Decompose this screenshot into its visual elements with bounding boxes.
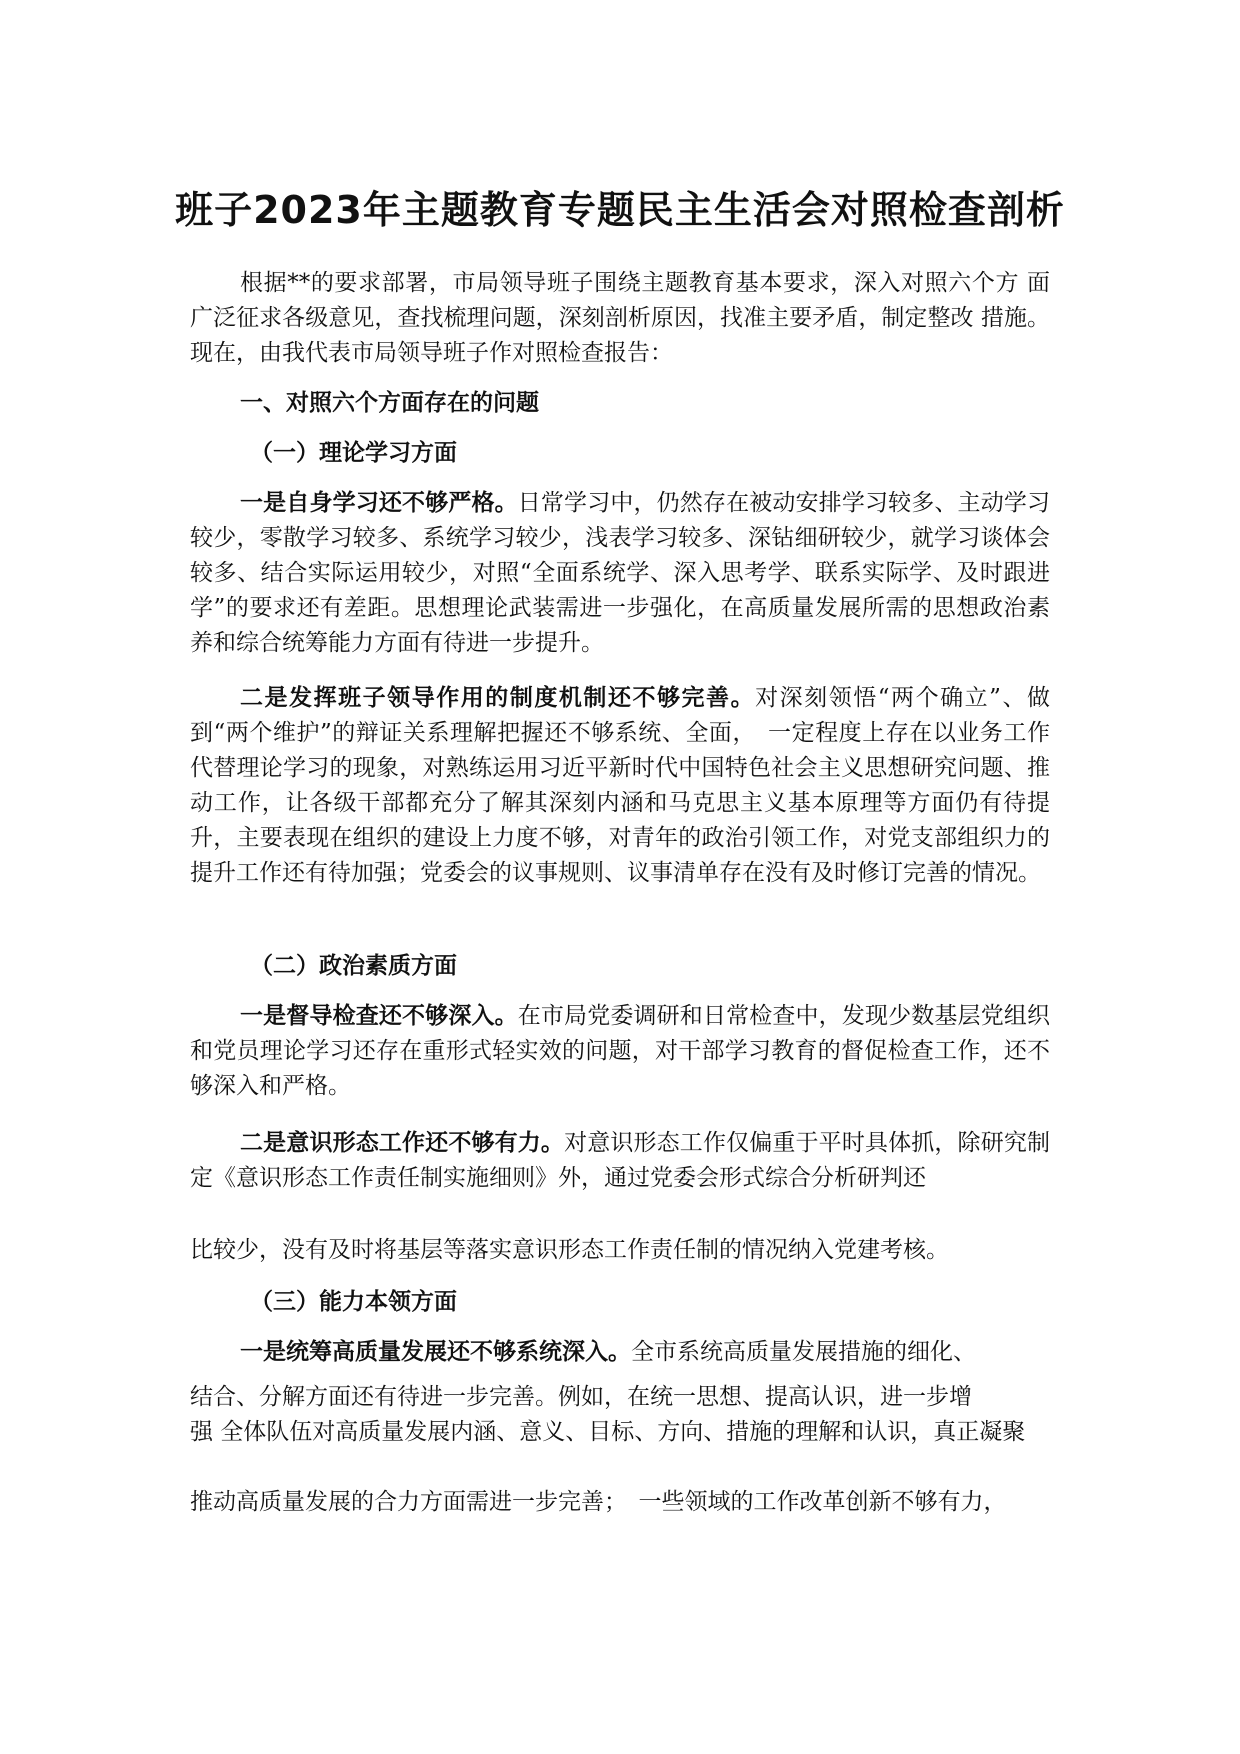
paragraph-body: 对意识形态工作仅偏重于平时具体抓，除研究制定《意识形态工作责任制实施细则》外，通过党委会形式综合分析研判还 [190, 1130, 1051, 1191]
paragraph-body: 日常学习中，仍然存在被动安排学习较多、主动学习较少，零散学习较多、系统学习较少，浅表学习较多、深钻细研较少，就学习谈体会较多、结合实际运用较少，对照“全面系统学、深入思考学、联系实际学、及时跟进学”的要求还有差距。思想理论武装需进一步强化，在高质量发展所需的思想政治素养和综合统筹能力方面有待进一步提升。 [190, 490, 1051, 656]
paragraph-high-quality [190, 1334, 1050, 1370]
paragraph-body: 在市局党委调研和日常检查中，发现少数基层党组织和党员理论学习还存在重形式轻实效的问题，对干部学习教育的督促检查工作，还不够深入和严格。 [190, 1003, 1051, 1099]
paragraph-high-quality-line3: 强 全体队伍对高质量发展内涵、意义、目标、方向、措施的理解和认识，真正凝聚 [190, 1419, 1026, 1445]
document-title: 班子2023年主题教育专题民主生活会对照检查剖析 [175, 188, 1065, 232]
subsection-heading-political: （二）政治素质方面 [250, 952, 457, 979]
intro-paragraph: 根据**的要求部署，市局领导班子围绕主题教育基本要求，深入对照六个方 面广泛征求各级意见，查找梳理问题，深刻剖析原因，找准主要矛盾，制定整改 措施。现在，由我代表市局领导班子作对照检查报告： [190, 270, 1050, 366]
paragraph-ideology-tail: 比较少，没有及时将基层等落实意识形态工作责任制的情况纳入党建考核。 [190, 1237, 949, 1263]
paragraph-high-quality-line4: 推动高质量发展的合力方面需进一步完善； 一些领域的工作改革创新不够有力， [190, 1489, 1007, 1515]
paragraph-study-rigor [190, 485, 1050, 661]
paragraph-lead: 一是自身学习还不够严格。 [240, 489, 518, 516]
section-heading-1: 一、对照六个方面存在的问题 [240, 389, 539, 416]
paragraph-high-quality-line2: 结合、分解方面还有待进一步完善。例如，在统一思想、提高认识，进一步增 [190, 1384, 972, 1410]
paragraph-ideology [190, 1125, 1050, 1196]
paragraph-leadership-mechanism [190, 680, 1050, 891]
subsection-heading-capability: （三）能力本领方面 [250, 1288, 457, 1315]
paragraph-lead: 二是意识形态工作还不够有力。 [240, 1129, 565, 1156]
subsection-heading-theory: （一）理论学习方面 [250, 439, 457, 466]
paragraph-body: 全市系统高质量发展措施的细化、 [631, 1339, 976, 1365]
paragraph-body: 对深刻领悟“两个确立”、做到“两个维护”的辩证关系理解把握还不够系统、全面， 一定程度上存在以业务工作代替理论学习的现象，对熟练运用习近平新时代中国特色社会主义思想研究问题、推动工作，让各级干部都充分了解其深刻内涵和马克思主义基本原理等方面仍有待提升，主要表现在组织的建设上力度不够，对青年的政治引领工作，对党支部组织力的提升工作还有待加强；党委会的议事规则、议事清单存在没有及时修订完善的情况。 [190, 685, 1050, 886]
paragraph-lead: 一是督导检查还不够深入。 [240, 1002, 518, 1029]
paragraph-lead: 一是统筹高质量发展还不够系统深入。 [240, 1338, 631, 1365]
paragraph-supervision [190, 998, 1050, 1104]
paragraph-lead: 二是发挥班子领导作用的制度机制还不够完善。 [240, 684, 756, 711]
